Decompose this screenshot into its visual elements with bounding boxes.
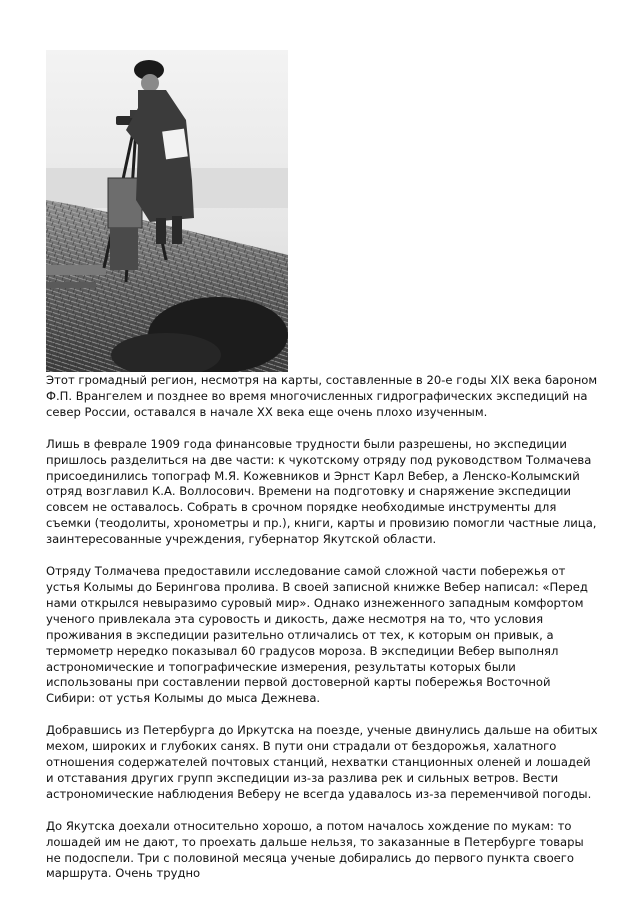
paragraph: Добравшись из Петербурга до Иркутска на поезде, ученые двинулись дальше на обитых мехом, широких и глубоких санях. В пути они страдали от бездорожья, халатного отношения содержателей почтовых станций, нехватки станционных оленей и лошадей и отставания других групп экспедиции из-за разлива рек и сильных ветров. Вести астрономические наблюдения Веберу не всегда удавалось из-за переменчивой погоды.: [46, 723, 598, 801]
paragraph: Отряду Толмачева предоставили исследование самой сложной части побережья от устья Колымы до Берингова пролива. В своей записной книжке Вебер написал: «Перед нами открылся невыразимо суровый мир». Однако изнеженного западным комфортом ученого привлекала эта суровость и дикость, даже несмотря на то, что условия проживания в экспедиции разительно отличались от тех, к которым он привык, а термометр нередко показывал 60 градусов мороза. В экспедиции Вебер выполнял астрономические и топографические измерения, результаты которых были использованы при составлении первой достоверной карты побережья Восточной Сибири: от устья Колымы до мыса Дежнева.: [46, 564, 588, 706]
paragraph: До Якутска доехали относительно хорошо, а потом началось хождение по мукам: то лошадей им не дают, то проехать дальше нельзя, то заказанные в Петербурге товары не подоспели. Три с половиной месяца ученые добирались до первого пункта своего маршрута. Очень трудно: [46, 818, 584, 881]
paragraph: Этот громадный регион, несмотря на карты, составленные в 20-е годы XIX века бароном Ф.П. Врангелем и позднее во время многочисленных гидрографических экспедиций на север России, оставался в начале XX века еще очень плохо изученным.: [46, 373, 598, 419]
historical-photo: [46, 50, 288, 372]
paragraph: Лишь в феврале 1909 года финансовые трудности были разрешены, но экспедиции пришлось разделиться на две части: к чукотскому отряду под руководством Толмачева присоединились топограф М.Я. Кожевников и Эрнст Карл Вебер, а Ленско-Колымский отряд возглавил К.А. Воллосович. Времени на подготовку и снаряжение экспедиции совсем не оставалось. Собрать в срочном порядке необходимые инструменты для съемки (теодолиты, хронометры и пр.), книги, карты и провизию помогли частные лица, заинтересованные учреждения, губернатор Якутской области.: [46, 436, 597, 547]
article-text: [46, 373, 600, 898]
